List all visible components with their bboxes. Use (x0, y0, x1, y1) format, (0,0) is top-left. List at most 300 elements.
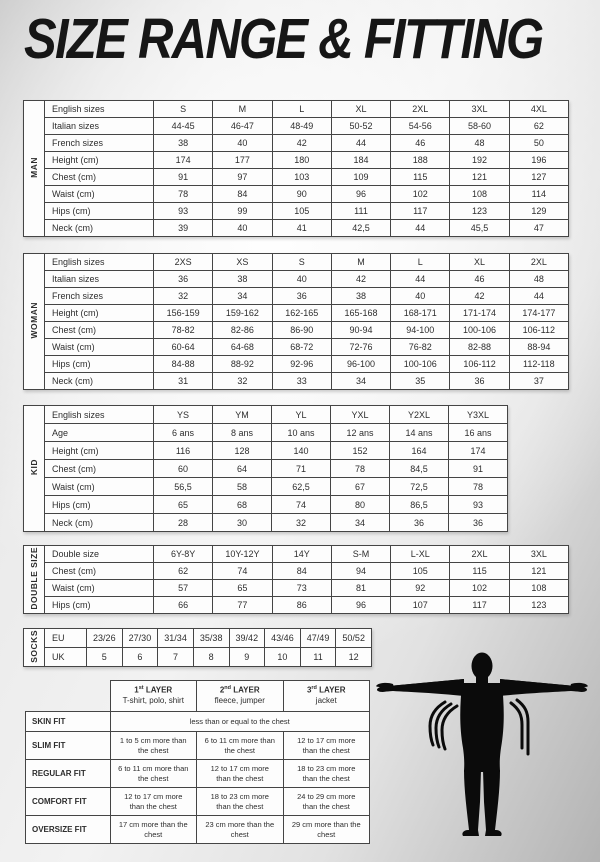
value-cell: 109 (331, 169, 390, 186)
row-label: Height (cm) (45, 305, 154, 322)
value-cell: 111 (331, 203, 390, 220)
value-cell: 164 (390, 442, 449, 460)
fit-merged-cell: less than or equal to the chest (110, 712, 370, 732)
value-cell: S (154, 101, 213, 118)
fit-value-cell: 6 to 11 cm more than the chest (197, 732, 284, 760)
value-cell: 86-90 (272, 322, 331, 339)
row-label: Chest (cm) (45, 322, 154, 339)
value-cell: 106-112 (450, 356, 509, 373)
row-label: Neck (cm) (45, 514, 154, 532)
value-cell: 30 (213, 514, 272, 532)
value-cell: 105 (391, 563, 450, 580)
human-figure-icon (375, 650, 593, 850)
row-label: Waist (cm) (45, 580, 154, 597)
value-cell: 105 (272, 203, 331, 220)
value-cell: XL (331, 101, 390, 118)
fit-row-label: SLIM FIT (26, 732, 111, 760)
group-label-text: MAN (29, 157, 39, 178)
value-cell: 129 (509, 203, 568, 220)
fitting-row (26, 788, 370, 816)
value-cell: 90-94 (331, 322, 390, 339)
value-cell: 97 (213, 169, 272, 186)
table-row (24, 563, 569, 580)
table-row (24, 373, 569, 390)
value-cell: 64-68 (213, 339, 272, 356)
value-cell: 117 (450, 597, 509, 614)
group-label-text: SOCKS (29, 630, 39, 663)
table-row (24, 496, 508, 514)
value-cell: 78-82 (154, 322, 213, 339)
fit-row-label: COMFORT FIT (26, 788, 111, 816)
row-label: Waist (cm) (45, 478, 154, 496)
fitting-corner-empty (26, 681, 111, 712)
table-row (24, 406, 508, 424)
fit-value-cell: 23 cm more than the chest (197, 816, 284, 844)
row-label: Double size (45, 546, 154, 563)
value-cell: 62 (509, 118, 568, 135)
value-cell: 91 (449, 460, 508, 478)
value-cell: 11 (300, 648, 336, 667)
value-cell: 72,5 (390, 478, 449, 496)
value-cell: 50 (509, 135, 568, 152)
value-cell: 47/49 (300, 629, 336, 648)
value-cell: 34 (331, 373, 390, 390)
value-cell: 37 (509, 373, 568, 390)
value-cell: 58 (213, 478, 272, 496)
table-row (24, 220, 569, 237)
table-row (24, 424, 508, 442)
table-row (24, 356, 569, 373)
value-cell: 107 (391, 597, 450, 614)
value-cell: 42 (331, 271, 390, 288)
fit-value-cell: 12 to 17 cm more than the chest (110, 788, 197, 816)
value-cell: 44 (331, 135, 390, 152)
table-row (24, 514, 508, 532)
table-row (24, 629, 372, 648)
value-cell: 12 (336, 648, 372, 667)
table-row (24, 597, 569, 614)
value-cell: 93 (449, 496, 508, 514)
value-cell: M (213, 101, 272, 118)
table-row (24, 254, 569, 271)
value-cell: 10 (265, 648, 301, 667)
value-cell: 32 (154, 288, 213, 305)
value-cell: 31/34 (158, 629, 194, 648)
row-label: Waist (cm) (45, 186, 154, 203)
row-label: Height (cm) (45, 442, 154, 460)
value-cell: 44 (391, 220, 450, 237)
value-cell: S (272, 254, 331, 271)
value-cell: L (391, 254, 450, 271)
fitting-layer-subtitle: T-shirt, polo, shirt (122, 696, 184, 706)
value-cell: 8 (193, 648, 229, 667)
value-cell: YM (213, 406, 272, 424)
value-cell: 121 (509, 563, 568, 580)
value-cell: 71 (272, 460, 331, 478)
value-cell: 38 (154, 135, 213, 152)
value-cell: 102 (391, 186, 450, 203)
value-cell: 112-118 (509, 356, 568, 373)
value-cell: 36 (450, 373, 509, 390)
value-cell: 62,5 (272, 478, 331, 496)
fit-value-cell: 18 to 23 cm more than the chest (283, 760, 370, 788)
size-table-man (23, 100, 569, 237)
fitting-layer-subtitle: jacket (315, 696, 337, 706)
row-label: Italian sizes (45, 271, 154, 288)
value-cell: YL (272, 406, 331, 424)
table-row (24, 152, 569, 169)
value-cell: 50/52 (336, 629, 372, 648)
value-cell: 42 (272, 135, 331, 152)
table-row (24, 135, 569, 152)
value-cell: 66 (154, 597, 213, 614)
table-row (24, 305, 569, 322)
value-cell: 174-177 (509, 305, 568, 322)
value-cell: 72-76 (331, 339, 390, 356)
fitting-layer-header (197, 681, 284, 712)
value-cell: 128 (213, 442, 272, 460)
value-cell: 16 ans (449, 424, 508, 442)
row-label: English sizes (45, 406, 154, 424)
row-label: Hips (cm) (45, 356, 154, 373)
size-table-double-size (23, 545, 569, 614)
value-cell: 73 (272, 580, 331, 597)
value-cell: 9 (229, 648, 265, 667)
value-cell: 180 (272, 152, 331, 169)
value-cell: 159-162 (213, 305, 272, 322)
table-row (24, 478, 508, 496)
value-cell: 27/30 (122, 629, 158, 648)
fitting-layer-header (110, 681, 197, 712)
value-cell: 91 (154, 169, 213, 186)
value-cell: 78 (449, 478, 508, 496)
row-label: Italian sizes (45, 118, 154, 135)
value-cell: 40 (213, 220, 272, 237)
value-cell: 42,5 (331, 220, 390, 237)
man-group-label (24, 101, 45, 237)
value-cell: 68-72 (272, 339, 331, 356)
value-cell: 36 (272, 288, 331, 305)
value-cell: 76-82 (391, 339, 450, 356)
socks-group-label (24, 629, 45, 667)
value-cell: 36 (154, 271, 213, 288)
value-cell: 40 (391, 288, 450, 305)
value-cell: 46 (391, 135, 450, 152)
value-cell: 3XL (450, 101, 509, 118)
value-cell: 174 (154, 152, 213, 169)
value-cell: 64 (213, 460, 272, 478)
value-cell: 44-45 (154, 118, 213, 135)
value-cell: 65 (213, 580, 272, 597)
value-cell: 6 (122, 648, 158, 667)
value-cell: 35/38 (193, 629, 229, 648)
value-cell: 165-168 (331, 305, 390, 322)
value-cell: 86 (272, 597, 331, 614)
value-cell: XL (450, 254, 509, 271)
value-cell: 99 (213, 203, 272, 220)
value-cell: 84 (272, 563, 331, 580)
row-label: English sizes (45, 254, 154, 271)
value-cell: 196 (509, 152, 568, 169)
fit-value-cell: 1 to 5 cm more than the chest (110, 732, 197, 760)
value-cell: 121 (450, 169, 509, 186)
fit-value-cell: 12 to 17 cm more than the chest (283, 732, 370, 760)
value-cell: 84 (213, 186, 272, 203)
value-cell: 32 (213, 373, 272, 390)
row-label: Hips (cm) (45, 496, 154, 514)
value-cell: 2XL (391, 101, 450, 118)
size-table-kid (23, 405, 508, 532)
fitting-layer-subtitle: fleece, jumper (214, 696, 265, 706)
double_size-group-label (24, 546, 45, 614)
value-cell: 115 (450, 563, 509, 580)
value-cell: 82-86 (213, 322, 272, 339)
value-cell: 6Y-8Y (154, 546, 213, 563)
fit-value-cell: 18 to 23 cm more than the chest (197, 788, 284, 816)
value-cell: 10Y-12Y (213, 546, 272, 563)
size-table-woman (23, 253, 569, 390)
value-cell: 188 (391, 152, 450, 169)
value-cell: 115 (391, 169, 450, 186)
value-cell: 103 (272, 169, 331, 186)
value-cell: 96 (331, 597, 390, 614)
value-cell: 74 (272, 496, 331, 514)
row-label: Hips (cm) (45, 203, 154, 220)
value-cell: 96 (331, 186, 390, 203)
value-cell: 88-92 (213, 356, 272, 373)
value-cell: 38 (213, 271, 272, 288)
fitting-row (26, 760, 370, 788)
value-cell: 44 (391, 271, 450, 288)
value-cell: 46-47 (213, 118, 272, 135)
value-cell: 123 (509, 597, 568, 614)
value-cell: 6 ans (154, 424, 213, 442)
value-cell: 48 (450, 135, 509, 152)
table-row (24, 322, 569, 339)
row-label: English sizes (45, 101, 154, 118)
page-title: SIZE RANGE & FITTING (24, 7, 543, 71)
value-cell: M (331, 254, 390, 271)
fitting-layer-header (283, 681, 370, 712)
value-cell: 48-49 (272, 118, 331, 135)
value-cell: 2XS (154, 254, 213, 271)
value-cell: 36 (390, 514, 449, 532)
value-cell: 4XL (509, 101, 568, 118)
row-label: Chest (cm) (45, 169, 154, 186)
fitting-header-row (26, 681, 370, 712)
value-cell: 82-88 (450, 339, 509, 356)
value-cell: 14 ans (390, 424, 449, 442)
value-cell: 42 (450, 288, 509, 305)
value-cell: 62 (154, 563, 213, 580)
row-label: Age (45, 424, 154, 442)
value-cell: 8 ans (213, 424, 272, 442)
value-cell: 3XL (509, 546, 568, 563)
value-cell: 94 (331, 563, 390, 580)
value-cell: 10 ans (272, 424, 331, 442)
value-cell: 60 (154, 460, 213, 478)
value-cell: 38 (331, 288, 390, 305)
woman-group-label (24, 254, 45, 390)
value-cell: 162-165 (272, 305, 331, 322)
fit-value-cell: 24 to 29 cm more than the chest (283, 788, 370, 816)
value-cell: 171-174 (450, 305, 509, 322)
value-cell: 35 (391, 373, 450, 390)
value-cell: 50-52 (331, 118, 390, 135)
fitting-layer-title: 3rd LAYER (306, 685, 346, 695)
value-cell: 40 (213, 135, 272, 152)
value-cell: 60-64 (154, 339, 213, 356)
fitting-row (26, 816, 370, 844)
row-label: Height (cm) (45, 152, 154, 169)
table-row (24, 580, 569, 597)
value-cell: 78 (154, 186, 213, 203)
value-cell: 58-60 (450, 118, 509, 135)
table-row (24, 203, 569, 220)
value-cell: 184 (331, 152, 390, 169)
fit-value-cell: 12 to 17 cm more than the chest (197, 760, 284, 788)
table-row (24, 271, 569, 288)
table-row (24, 101, 569, 118)
kid-group-label (24, 406, 45, 532)
value-cell: 43/46 (265, 629, 301, 648)
row-label: Hips (cm) (45, 597, 154, 614)
value-cell: 34 (331, 514, 390, 532)
value-cell: 192 (450, 152, 509, 169)
table-row (24, 169, 569, 186)
value-cell: L (272, 101, 331, 118)
value-cell: 2XL (450, 546, 509, 563)
value-cell: Y3XL (449, 406, 508, 424)
table-row (24, 339, 569, 356)
value-cell: 41 (272, 220, 331, 237)
fit-row-label: REGULAR FIT (26, 760, 111, 788)
fitting-layer-title: 2nd LAYER (219, 685, 260, 695)
value-cell: 93 (154, 203, 213, 220)
value-cell: 152 (331, 442, 390, 460)
value-cell: 174 (449, 442, 508, 460)
value-cell: 28 (154, 514, 213, 532)
value-cell: 67 (331, 478, 390, 496)
value-cell: 177 (213, 152, 272, 169)
value-cell: 86,5 (390, 496, 449, 514)
value-cell: 7 (158, 648, 194, 667)
table-row (24, 118, 569, 135)
value-cell: 117 (391, 203, 450, 220)
value-cell: 44 (509, 288, 568, 305)
value-cell: 168-171 (391, 305, 450, 322)
value-cell: 108 (450, 186, 509, 203)
value-cell: 94-100 (391, 322, 450, 339)
value-cell: 78 (331, 460, 390, 478)
value-cell: 36 (449, 514, 508, 532)
value-cell: 45,5 (450, 220, 509, 237)
row-label: French sizes (45, 288, 154, 305)
size-table-socks (23, 628, 372, 667)
value-cell: 156-159 (154, 305, 213, 322)
value-cell: 127 (509, 169, 568, 186)
value-cell: 80 (331, 496, 390, 514)
value-cell: 88-94 (509, 339, 568, 356)
value-cell: 31 (154, 373, 213, 390)
value-cell: 116 (154, 442, 213, 460)
fit-value-cell: 17 cm more than the chest (110, 816, 197, 844)
row-label: French sizes (45, 135, 154, 152)
fit-value-cell: 6 to 11 cm more than the chest (110, 760, 197, 788)
fitting-row (26, 732, 370, 760)
row-label: UK (45, 648, 87, 667)
value-cell: 74 (213, 563, 272, 580)
row-label: Neck (cm) (45, 373, 154, 390)
group-label-text: WOMAN (29, 302, 39, 339)
fitting-table (25, 680, 370, 844)
fit-row-label: OVERSIZE FIT (26, 816, 111, 844)
table-row (24, 648, 372, 667)
fit-value-cell: 29 cm more than the chest (283, 816, 370, 844)
value-cell: 108 (509, 580, 568, 597)
table-row (24, 546, 569, 563)
value-cell: 39 (154, 220, 213, 237)
value-cell: XS (213, 254, 272, 271)
value-cell: L-XL (391, 546, 450, 563)
value-cell: 46 (450, 271, 509, 288)
table-row (24, 288, 569, 305)
value-cell: 106-112 (509, 322, 568, 339)
value-cell: 68 (213, 496, 272, 514)
value-cell: 102 (450, 580, 509, 597)
value-cell: 140 (272, 442, 331, 460)
value-cell: 77 (213, 597, 272, 614)
row-label: Waist (cm) (45, 339, 154, 356)
fitting-layer-title: 1st LAYER (134, 685, 173, 695)
value-cell: 54-56 (391, 118, 450, 135)
value-cell: 32 (272, 514, 331, 532)
value-cell: 100-106 (450, 322, 509, 339)
group-label-text: DOUBLE SIZE (29, 547, 39, 610)
value-cell: 34 (213, 288, 272, 305)
value-cell: 65 (154, 496, 213, 514)
table-row (24, 460, 508, 478)
value-cell: YXL (331, 406, 390, 424)
value-cell: 40 (272, 271, 331, 288)
fitting-row (26, 712, 370, 732)
value-cell: 56,5 (154, 478, 213, 496)
value-cell: 92-96 (272, 356, 331, 373)
value-cell: S-M (331, 546, 390, 563)
value-cell: 5 (87, 648, 123, 667)
value-cell: 47 (509, 220, 568, 237)
value-cell: 12 ans (331, 424, 390, 442)
value-cell: 90 (272, 186, 331, 203)
group-label-text: KID (29, 459, 39, 476)
value-cell: YS (154, 406, 213, 424)
row-label: Chest (cm) (45, 563, 154, 580)
value-cell: 14Y (272, 546, 331, 563)
value-cell: 92 (391, 580, 450, 597)
row-label: Chest (cm) (45, 460, 154, 478)
row-label: EU (45, 629, 87, 648)
row-label: Neck (cm) (45, 220, 154, 237)
value-cell: 123 (450, 203, 509, 220)
value-cell: 33 (272, 373, 331, 390)
value-cell: 2XL (509, 254, 568, 271)
value-cell: 84-88 (154, 356, 213, 373)
value-cell: 57 (154, 580, 213, 597)
table-row (24, 442, 508, 460)
value-cell: 100-106 (391, 356, 450, 373)
value-cell: 114 (509, 186, 568, 203)
value-cell: 81 (331, 580, 390, 597)
